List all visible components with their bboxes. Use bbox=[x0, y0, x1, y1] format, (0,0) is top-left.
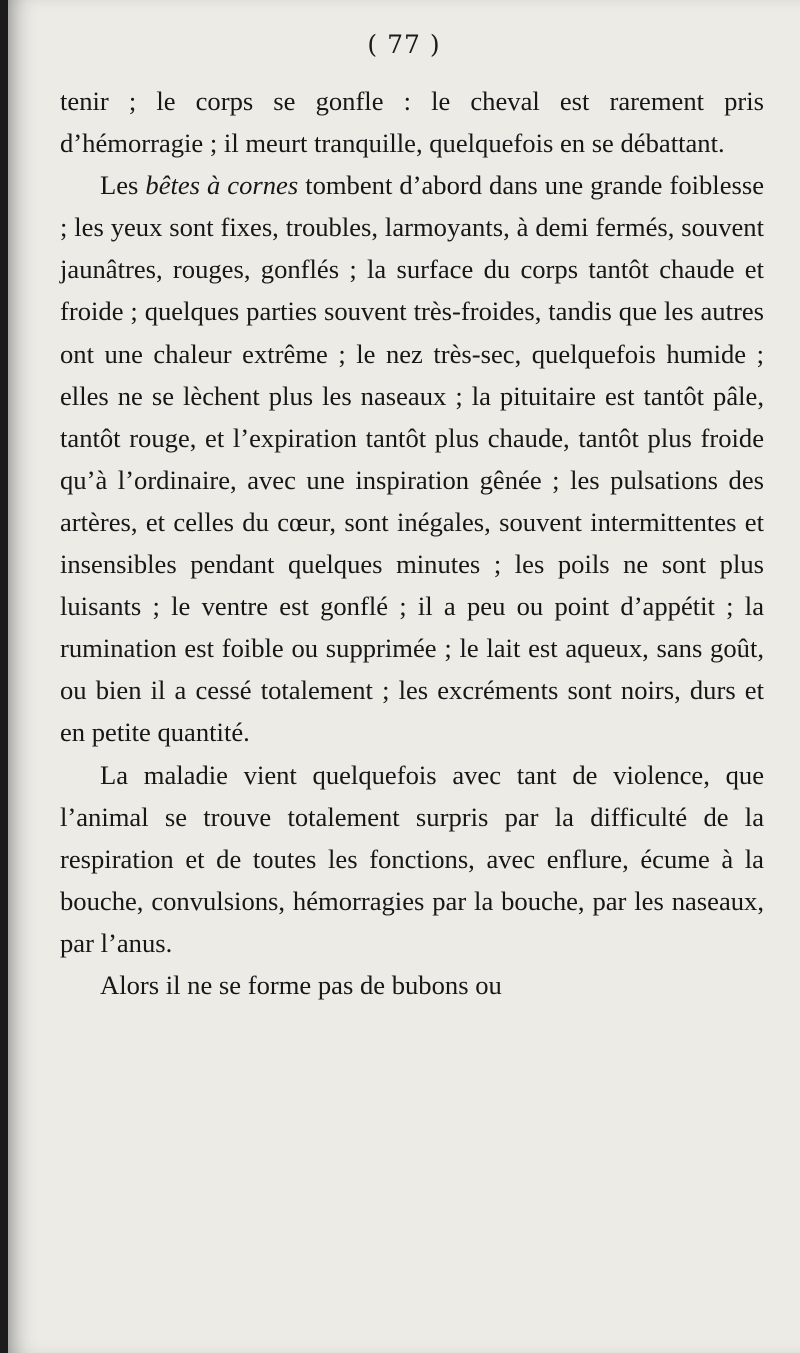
paragraph-body: tombent d’abord dans une grande foiblesse ; les yeux sont fixes, troubles, larmoyants, à demi fermés, souvent jaunâtres, rouges, gonflés ; la surface du corps tantôt chaude et froide ; quelques parties souvent très-froides, tandis que les autres ont une chaleur extrême ; le nez très-sec, quelquefois humide ; elles ne se lèchent plus les naseaux ; la pituitaire est tantôt pâle, tantôt rouge, et l’expiration tantôt plus chaude, tantôt plus froide qu’à l’ordinaire, avec une inspiration gênée ; les pulsations des artères, et celles du cœur, sont inégales, souvent intermittentes et insensibles pendant quelques minutes ; les poils ne sont plus luisants ; le ventre est gonflé ; il a peu ou point d’appétit ; la rumination est foible ou supprimée ; le lait est aqueux, sans goût, ou bien il a cessé totalement ; les excréments sont noirs, durs et en petite quantité. bbox=[60, 170, 765, 748]
paragraph-lead: Les bbox=[100, 170, 146, 201]
book-page bbox=[8, 0, 800, 1353]
paragraph-continuation: tenir ; le corps se gonfle : le cheval est rarement pris d’hémorragie ; il meurt tranquille, quelquefois en se débattant. bbox=[60, 86, 764, 159]
paragraph-alors: Alors il ne se forme pas de bubons ou bbox=[100, 969, 502, 1000]
page-number: ( 77 ) bbox=[367, 30, 441, 59]
body-text bbox=[60, 80, 764, 1006]
italic-term: bêtes à cornes bbox=[145, 170, 299, 201]
paragraph-betes-a-cornes bbox=[60, 164, 764, 753]
paragraph-maladie: La maladie vient quelquefois avec tant de violence, que l’animal se trouve totalement surpris par la difficulté de la respiration et de toutes les fonctions, avec enflure, écume à la bouche, convulsions, hémorragies par la bouche, par les naseaux, par l’anus. bbox=[60, 759, 764, 958]
